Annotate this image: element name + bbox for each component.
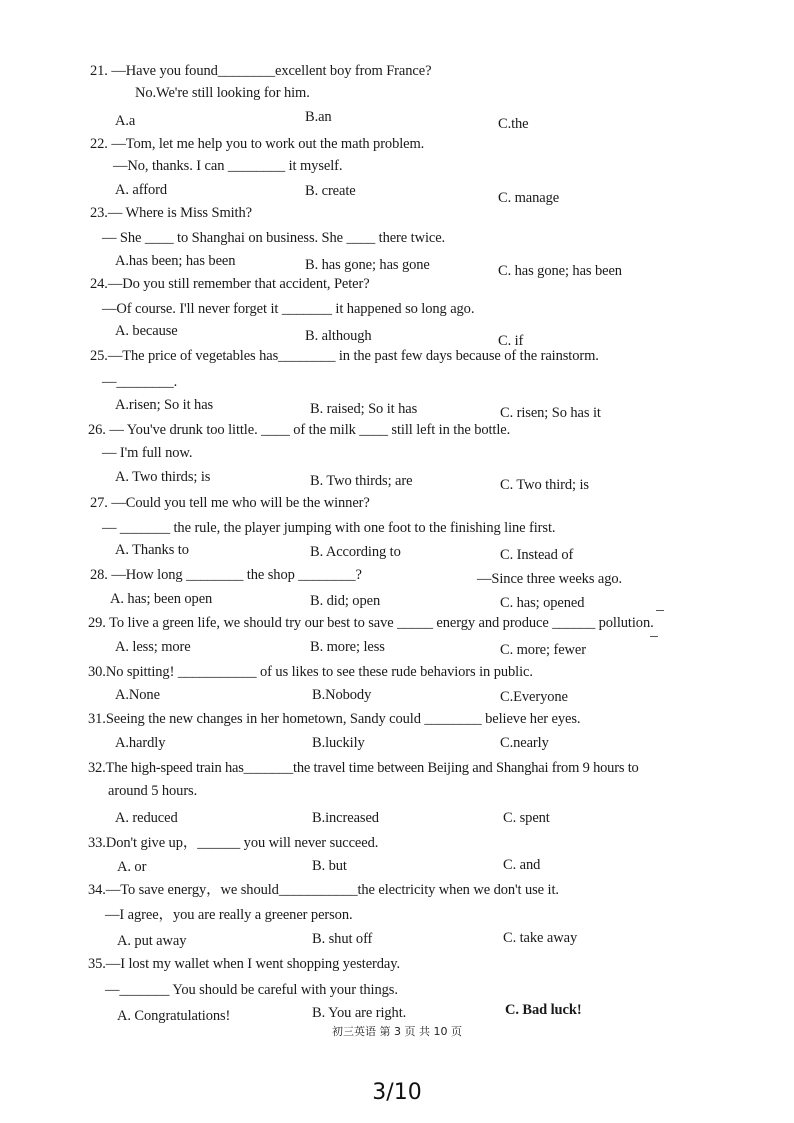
q28-option-b: B. did; open [310,593,381,609]
q29-option-c: C. more; fewer [500,642,586,658]
q33-option-b: B. but [312,858,347,874]
q25-option-a: A.risen; So it has [115,397,214,413]
q27-option-b: B. According to [310,544,401,560]
q26-option-b: B. Two thirds; are [310,473,413,489]
q26-option-c: C. Two third; is [500,477,589,493]
q29-option-b: B. more; less [310,639,385,655]
q35-option-b: B. You are right. [312,1005,407,1021]
q34-option-c: C. take away [503,930,578,946]
q23-option-a: A.has been; has been [115,253,236,269]
q24-stem: 24.—Do you still remember that accident, Peter? [90,276,370,292]
q26-stem: 26. — You've drunk too little. ____ of the milk ____ still left in the bottle. [88,422,511,438]
q35-stem: 35.—I lost my wallet when I went shopping yesterday. [88,956,400,972]
q25-option-c: C. risen; So has it [500,405,601,421]
q33-option-c: C. and [503,857,541,873]
q35-option-c: C. Bad luck! [505,1002,582,1018]
q23-option-b: B. has gone; has gone [305,257,430,273]
q33-stem: 33.Don't give up，______ you will never succeed. [88,835,379,851]
q21-stem: 21. —Have you found________excellent boy from France? [90,63,432,79]
q21-option-b: B.an [305,109,332,125]
q28-option-c: C. has; opened [500,595,585,611]
q35-option-a: A. Congratulations! [117,1008,231,1024]
q22-option-b: B. create [305,183,356,199]
q26-option-a: A. Two thirds; is [115,469,211,485]
q23-option-c: C. has gone; has been [498,263,622,279]
q34-stem-2: —I agree，you are really a greener person. [105,907,353,923]
q29-stem: 29. To live a green life, we should try our best to save _____ energy and produce ______ pollution. [88,615,654,631]
q22-option-c: C. manage [498,190,560,206]
q21-stem-2: No.We're still looking for him. [135,85,310,101]
q23-stem-2: — She ____ to Shanghai on business. She ____ there twice. [102,230,446,246]
q27-option-a: A. Thanks to [115,542,189,558]
q27-stem-2: — _______ the rule, the player jumping with one foot to the finishing line first. [102,520,556,536]
q28-answer-line: —Since three weeks ago. [477,571,623,587]
q34-option-a: A. put away [117,933,187,949]
q29-option-a: A. less; more [115,639,191,655]
q27-option-c: C. Instead of [500,547,574,563]
q30-option-a: A.None [115,687,160,703]
scan-mark [656,610,664,611]
q32-option-a: A. reduced [115,810,178,826]
q31-option-b: B.luckily [312,735,365,751]
q21-option-c: C.the [498,116,529,132]
q35-stem-2: —_______ You should be careful with your things. [105,982,398,998]
q25-stem: 25.—The price of vegetables has________ in the past few days because of the rainstorm. [90,348,599,364]
q25-option-b: B. raised; So it has [310,401,418,417]
q33-option-a: A. or [117,859,147,875]
q23-stem: 23.— Where is Miss Smith? [90,205,252,221]
q32-stem-2: around 5 hours. [108,783,198,799]
q30-option-c: C.Everyone [500,689,568,705]
q21-option-a: A.a [115,113,136,129]
q22-stem: 22. —Tom, let me help you to work out the math problem. [90,136,425,152]
q28-option-a: A. has; been open [110,591,213,607]
q27-stem: 27. —Could you tell me who will be the winner? [90,495,370,511]
q24-option-c: C. if [498,333,524,349]
q32-option-b: B.increased [312,810,379,826]
page-indicator: 3/10 [372,1080,422,1105]
q28-stem: 28. —How long ________ the shop ________? [90,567,362,583]
q30-option-b: B.Nobody [312,687,372,703]
q31-stem: 31.Seeing the new changes in her hometown, Sandy could ________ believe her eyes. [88,711,581,727]
q34-option-b: B. shut off [312,931,373,947]
q22-option-a: A. afford [115,182,167,198]
q25-stem-2: —________. [102,374,178,390]
q32-option-c: C. spent [503,810,550,826]
page-footer: 初三英语 第 3 页 共 10 页 [332,1025,462,1038]
q34-stem: 34.—To save energy，we should___________the electricity when we don't use it. [88,882,559,898]
q31-option-a: A.hardly [115,735,166,751]
q30-stem: 30.No spitting! ___________ of us likes to see these rude behaviors in public. [88,664,533,680]
q24-option-a: A. because [115,323,178,339]
scan-mark [650,636,658,637]
q31-option-c: C.nearly [500,735,549,751]
q24-stem-2: —Of course. I'll never forget it _______ it happened so long ago. [102,301,475,317]
q26-stem-2: — I'm full now. [102,445,193,461]
q24-option-b: B. although [305,328,372,344]
q22-stem-2: —No, thanks. I can ________ it myself. [113,158,343,174]
q32-stem: 32.The high-speed train has_______the travel time between Beijing and Shanghai from 9 hours to [88,760,639,776]
